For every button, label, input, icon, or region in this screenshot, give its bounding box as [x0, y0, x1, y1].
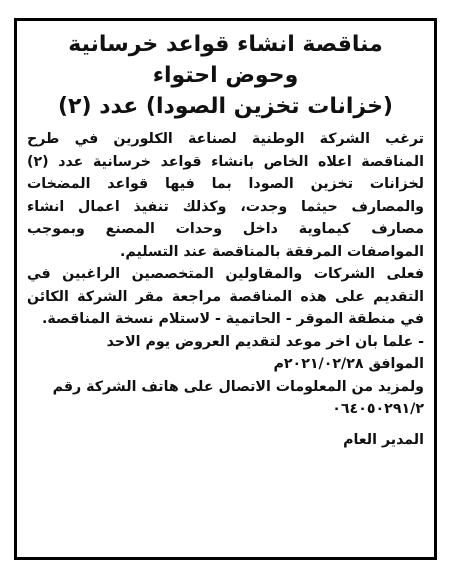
title-line-2: وحوض احتواء — [152, 63, 299, 88]
title-line-3: (خزانات تخزين الصودا) عدد (٢) — [57, 94, 393, 119]
body-paragraph-instructions: فعلى الشركات والمقاولين المتخصصين الراغبين في التقديم على هذه المناقصة مراجعة مقر الشركة الكائن في منطقة الموقر - الحاتمية - لاستلام نسخة المناقصة. — [27, 266, 424, 327]
deadline-date: الموافق ٢٠٢١/٠٢/٢٨م — [273, 356, 424, 372]
contact-text: ولمزيد من المعلومات الاتصال على هاتف الشركة رقم — [52, 378, 424, 395]
signature: المدير العام — [343, 431, 424, 448]
announcement-body — [27, 128, 424, 451]
tender-announcement-box — [14, 18, 437, 560]
title-line-1: مناقصة انشاء قواعد خرسانية — [68, 32, 383, 57]
body-paragraph-intro: ترغب الشركة الوطنية لصناعة الكلورين في طرح المناقصة اعلاه الخاص بانشاء قواعد خرسانية عدد (٢) لخزانات تخزين الصودا بما فيها قواعد المضخات والمصارف حيثما وجدت، وكذلك تنفيذ اعمال انشاء مصارف كيماوية داخل وحدات المصنع وبموجب المواصفات المرفقة بالمناقصة عند التسليم. — [27, 131, 424, 260]
deadline-note: - علما بان اخر موعد لتقديم العروض يوم الاحد — [106, 333, 424, 350]
phone-number: ٠٦٤٠٥٠٢٩١/٢ — [332, 401, 424, 417]
announcement-title — [27, 29, 424, 122]
